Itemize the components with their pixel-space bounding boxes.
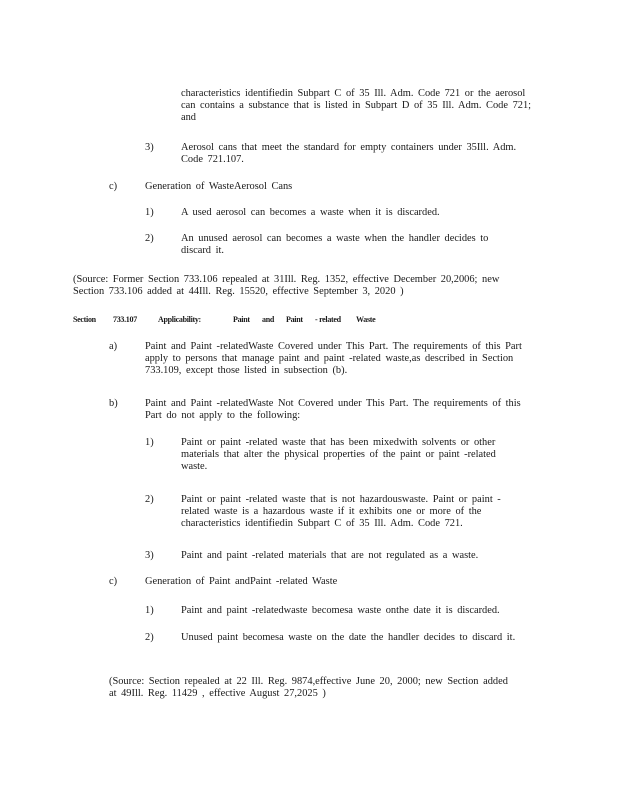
subsection-a-text: Paint and Paint -relatedWaste Covered under This Part. The requirements of this Part apply to persons that manage paint and paint -related waste,as described in Section 733.109, except those listed in subsection (b). — [145, 341, 522, 376]
section-title-word-4: Paint — [286, 315, 303, 324]
item-b3-number: 3) — [145, 550, 154, 561]
item-b1-number: 1) — [145, 437, 154, 448]
subsection-b-label: b) — [109, 398, 118, 409]
section-number: 733.107 — [113, 315, 137, 324]
item-c1-number: 1) — [145, 207, 154, 218]
subsection-c2-title: Generation of Paint andPaint -related Waste — [145, 576, 338, 587]
section-label: Section — [73, 315, 96, 324]
subsection-c2-label: c) — [109, 576, 118, 587]
item-b2-number: 2) — [145, 494, 154, 505]
item-paint-c1-text: Paint and paint -relatedwaste becomesa waste onthe date it is discarded. — [181, 605, 500, 616]
item-c2-text: An unused aerosol can becomes a waste when the handler decides to discard it. — [181, 233, 489, 256]
source-note-733-107: (Source: Section repealed at 22 Ill. Reg. 9874,effective June 20, 2000; new Section added at 49Ill. Reg. 11429 , effective August 27,2025 ) — [109, 676, 508, 699]
subsection-a-label: a) — [109, 341, 118, 352]
item-paint-c2-number: 2) — [145, 632, 154, 643]
item-b3-text: Paint and paint -related materials that are not regulated as a waste. — [181, 550, 479, 561]
item-3-text: Aerosol cans that meet the standard for empty containers under 35Ill. Adm. Code 721.107. — [181, 142, 517, 165]
section-title-word-1: Applicability: — [158, 315, 201, 324]
item-paint-c2-text: Unused paint becomesa waste on the date the handler decides to discard it. — [181, 632, 516, 643]
item-b1-text: Paint or paint -related waste that has been mixedwith solvents or other materials that alter the physical properties of the paint or paint -related waste. — [181, 437, 496, 472]
section-title-word-3: and — [262, 315, 274, 324]
item-3-number: 3) — [145, 142, 154, 153]
item-c2-number: 2) — [145, 233, 154, 244]
subsection-b-text: Paint and Paint -relatedWaste Not Covered under This Part. The requirements of this Part do not apply to the following: — [145, 398, 521, 421]
section-title-word-5: - related — [315, 315, 341, 324]
subsection-c-title: Generation of WasteAerosol Cans — [145, 181, 293, 192]
section-title-word-6: Waste — [356, 315, 376, 324]
section-title-word-2: Paint — [233, 315, 250, 324]
subsection-c-label: c) — [109, 181, 118, 192]
item-paint-c1-number: 1) — [145, 605, 154, 616]
item-2-continuation: characteristics identifiedin Subpart C of 35 Ill. Adm. Code 721 or the aerosol can contains a substance that is listed in Subpart D of 35 Ill. Adm. Code 721; and — [181, 88, 532, 123]
item-b2-text: Paint or paint -related waste that is not hazardouswaste. Paint or paint - related waste is a hazardous waste if it exhibits one or more of the characteristics identifiedin Subpart C of 35 Ill. Adm. Code 721. — [181, 494, 501, 529]
source-note-733-106: (Source: Former Section 733.106 repealed at 31Ill. Reg. 1352, effective December 20,2006; new Section 733.106 added at 44Ill. Reg. 15520, effective September 3, 2020 ) — [73, 274, 500, 297]
item-c1-text: A used aerosol can becomes a waste when it is discarded. — [181, 207, 440, 218]
